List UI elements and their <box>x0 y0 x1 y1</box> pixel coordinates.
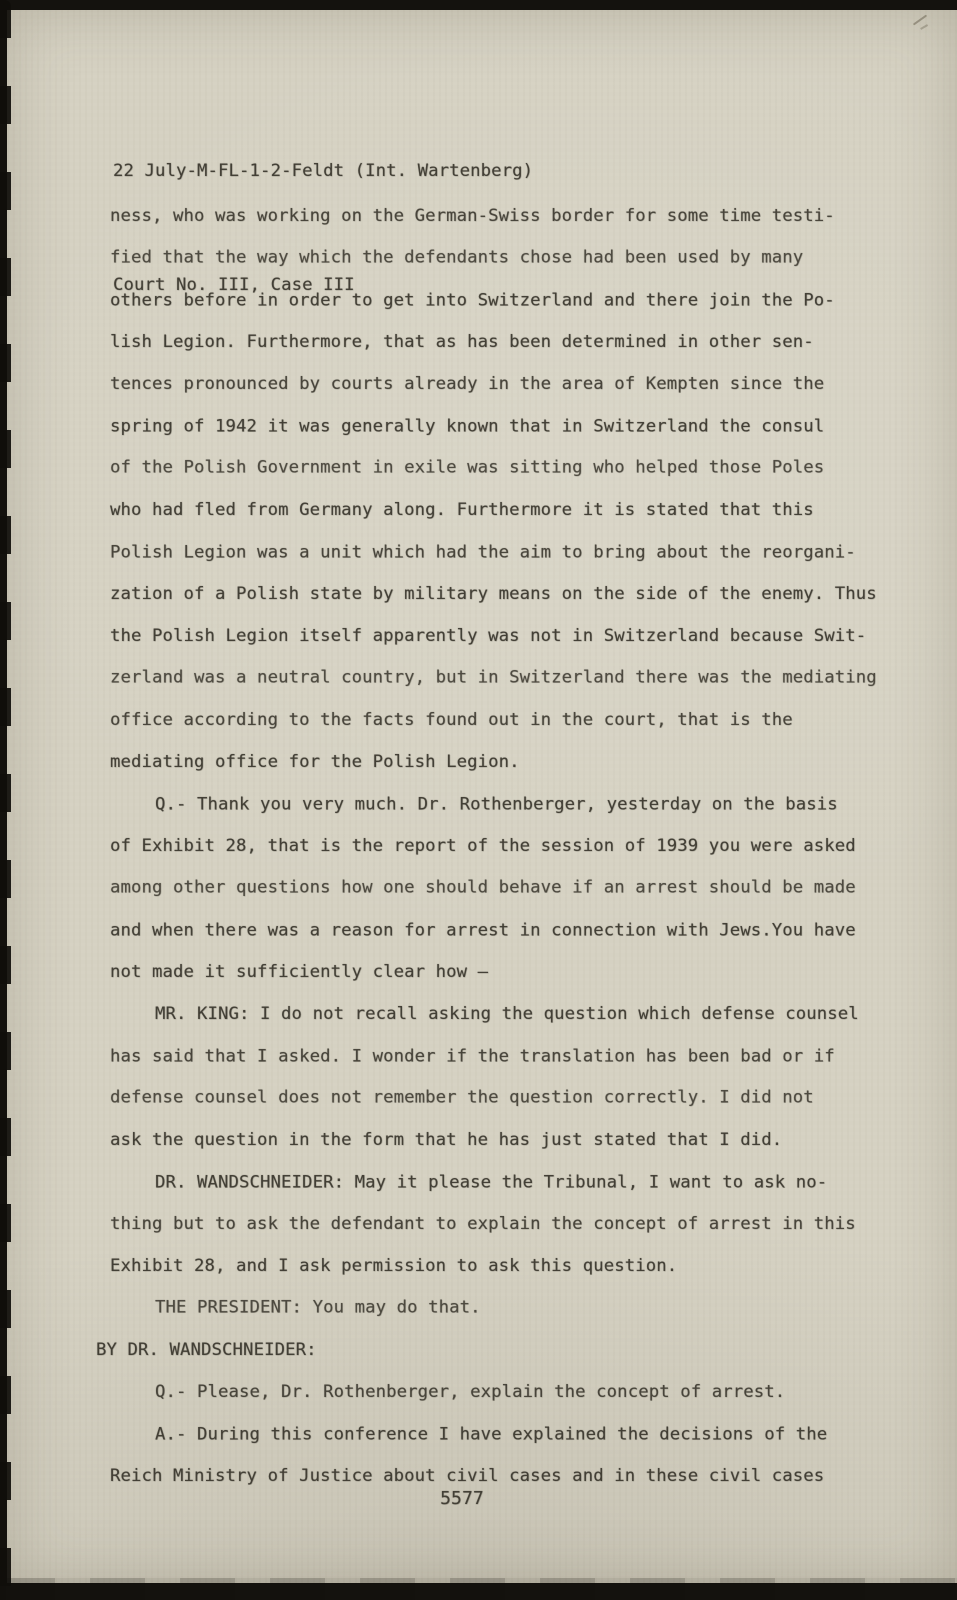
pencil-mark <box>920 24 928 29</box>
transcript-line: ness, who was working on the German-Swiss border for some time testi- <box>110 206 835 226</box>
transcript-line: of Exhibit 28, that is the report of the session of 1939 you were asked <box>110 836 856 856</box>
transcript-line: Reich Ministry of Justice about civil cases and in these civil cases <box>110 1466 825 1486</box>
transcript-line: zerland was a neutral country, but in Switzerland there was the mediating <box>110 667 877 688</box>
transcript-line: zation of a Polish state by military means on the side of the enemy. Thus <box>110 584 877 604</box>
transcript-line: defense counsel does not remember the question correctly. I did not <box>110 1087 814 1108</box>
transcript-line: A.- During this conference I have explained the decisions of the <box>155 1424 828 1445</box>
transcript-line: not made it sufficiently clear how — <box>110 962 489 982</box>
transcript-line: Q.- Please, Dr. Rothenberger, explain the concept of arrest. <box>155 1382 786 1402</box>
transcript-line: office according to the facts found out in the court, that is the <box>110 710 793 730</box>
transcript-line: Exhibit 28, and I ask permission to ask this question. <box>110 1256 678 1276</box>
transcript-line: ask the question in the form that he has just stated that I did. <box>110 1130 783 1150</box>
scan-left-edge-artifacts <box>0 0 11 1600</box>
transcript-line: Polish Legion was a unit which had the aim to bring about the reorgani- <box>110 542 856 563</box>
transcript-line: spring of 1942 it was generally known that in Switzerland the consul <box>110 416 825 437</box>
transcript-line: DR. WANDSCHNEIDER: May it please the Tribunal, I want to ask no- <box>155 1172 828 1193</box>
transcript-line: among other questions how one should behave if an arrest should be made <box>110 877 856 898</box>
transcript-line: and when there was a reason for arrest in connection with Jews.You have <box>110 920 856 941</box>
transcript-line: Q.- Thank you very much. Dr. Rothenberger, yesterday on the basis <box>155 794 838 815</box>
transcript-line: the Polish Legion itself apparently was not in Switzerland because Swit- <box>110 626 867 646</box>
header-dictation-line: 22 July-M-FL-1-2-Feldt (Int. Wartenberg) <box>113 161 534 181</box>
transcript-line: of the Polish Government in exile was sitting who helped those Poles <box>110 457 825 478</box>
transcript-line: fied that the way which the defendants chose had been used by many <box>110 247 804 268</box>
transcript-line: lish Legion. Furthermore, that as has been determined in other sen- <box>110 332 814 352</box>
transcript-line: thing but to ask the defendant to explain the concept of arrest in this <box>110 1214 856 1234</box>
transcript-line: BY DR. WANDSCHNEIDER: <box>96 1340 317 1360</box>
page-number: 5577 <box>440 1488 484 1509</box>
transcript-body <box>96 195 910 1497</box>
transcript-line: others before in order to get into Switzerland and there join the Po- <box>110 290 835 311</box>
scan-bottom-edge-artifacts <box>0 1578 957 1600</box>
transcript-line: tences pronounced by courts already in the area of Kempten since the <box>110 374 825 394</box>
transcript-line: mediating office for the Polish Legion. <box>110 752 520 772</box>
transcript-line: has said that I asked. I wonder if the translation has been bad or if <box>110 1046 835 1067</box>
transcript-line: who had fled from Germany along. Furthermore it is stated that this <box>110 500 814 520</box>
transcript-line: THE PRESIDENT: You may do that. <box>155 1297 481 1318</box>
transcript-line: MR. KING: I do not recall asking the question which defense counsel <box>155 1004 859 1024</box>
scanned-page <box>7 10 957 1583</box>
header-court-case-line: Court No. III, Case III <box>113 275 355 295</box>
